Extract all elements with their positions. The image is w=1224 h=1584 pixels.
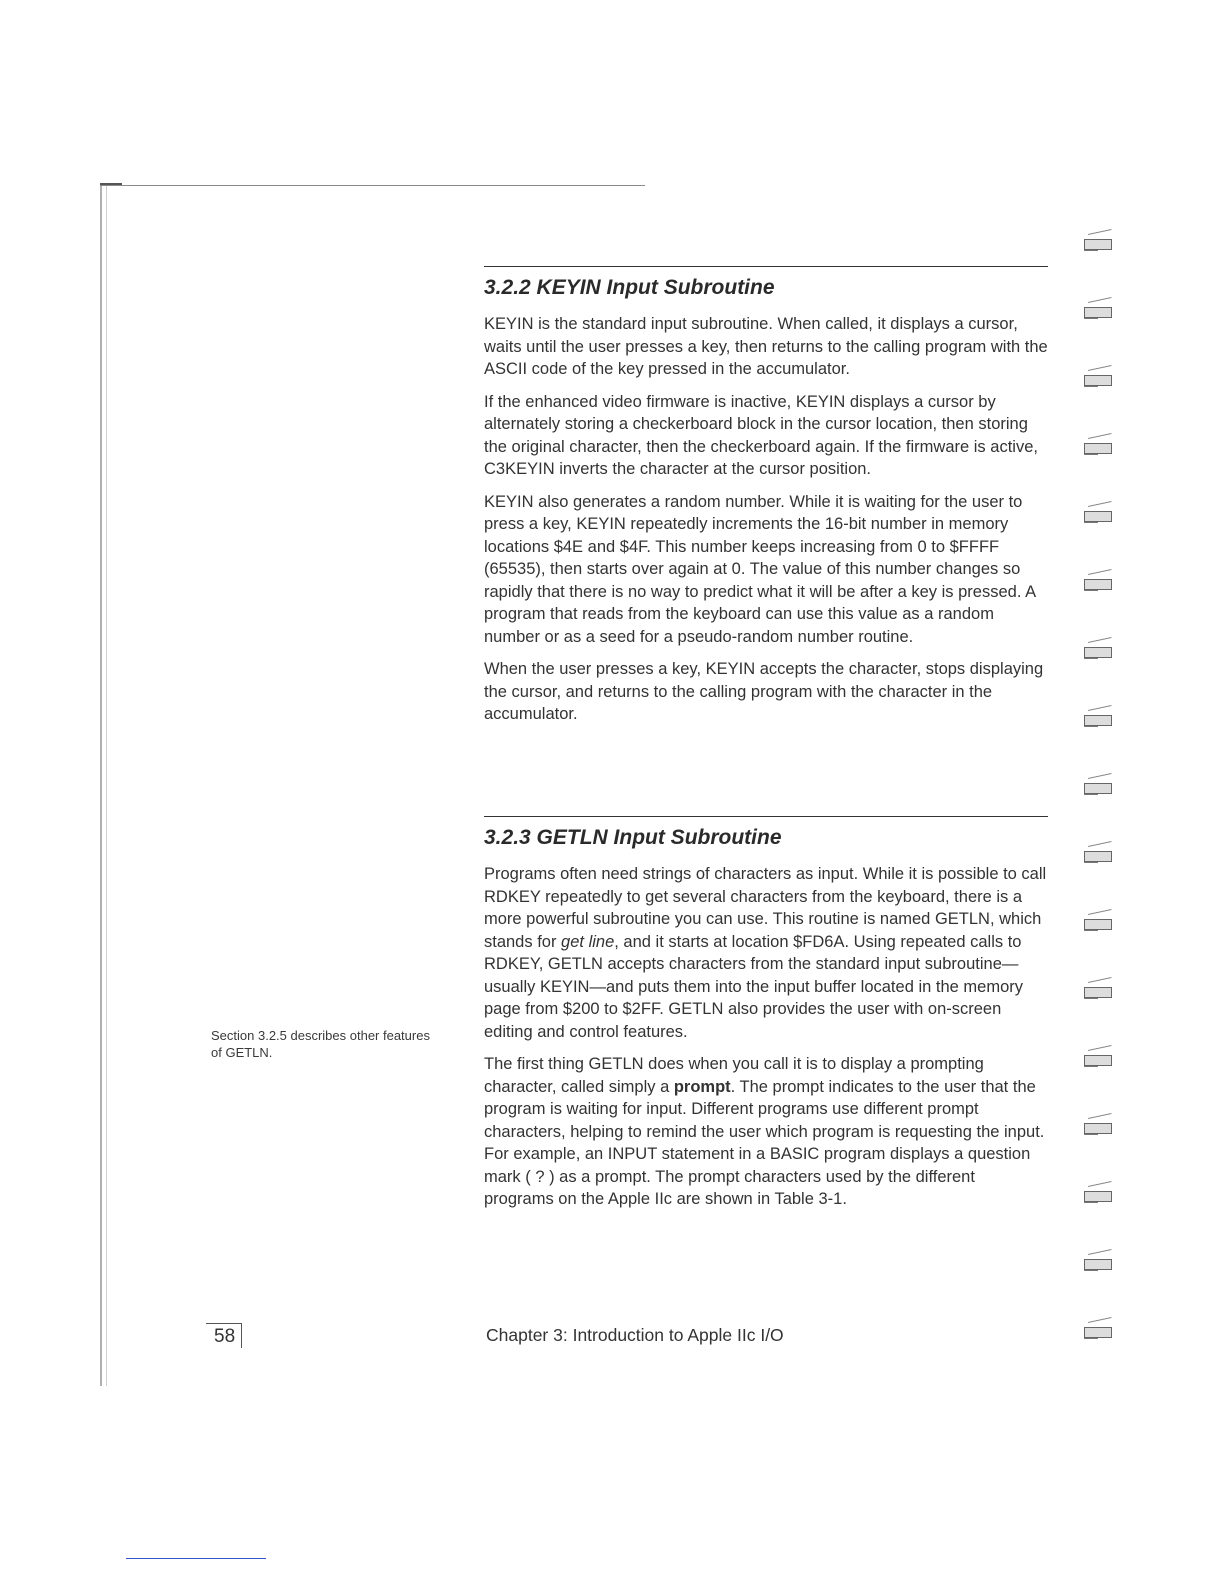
section-rule bbox=[484, 816, 1048, 817]
getln-paragraph-1 bbox=[484, 863, 1048, 1043]
binding-ring bbox=[1084, 1046, 1114, 1072]
section-heading-keyin: 3.2.2 KEYIN Input Subroutine bbox=[484, 276, 775, 299]
binding-ring bbox=[1084, 366, 1114, 392]
binding-ring bbox=[1084, 1318, 1114, 1344]
page-left-edge bbox=[100, 186, 102, 1386]
page-left-edge-shadow bbox=[106, 186, 107, 1386]
section-getln bbox=[484, 816, 1048, 1211]
keyin-paragraph-1: KEYIN is the standard input subroutine. When called, it displays a cursor, waits until the user presses a key, then returns to the calling program with the ASCII code of the key pressed in the accumulator. bbox=[484, 315, 1048, 378]
binding-ring bbox=[1084, 434, 1114, 460]
page-number: 58 bbox=[206, 1323, 242, 1348]
binding-ring bbox=[1084, 706, 1114, 732]
getln-paragraph-2 bbox=[484, 1053, 1048, 1211]
getln-paragraph-2-text-a: The first thing GETLN does when you call it is to display a prompting character, called simply a bbox=[484, 1055, 984, 1096]
keyin-paragraph-3: KEYIN also generates a random number. While it is waiting for the user to press a key, KEYIN repeatedly increments the 16-bit number in memory locations $4E and $4F. This number keeps increasing from 0 to $FFFF (65535), then starts over again at 0. The value of this number changes so rapidly that there is no way to predict what it will be after a key is pressed. A program that reads from the keyboard can use this value as a random number or as a seed for a pseudo-random number routine. bbox=[484, 492, 1036, 646]
binding-ring bbox=[1084, 570, 1114, 596]
binding-ring bbox=[1084, 638, 1114, 664]
getln-paragraph-1-text-b: , and it starts at location $FD6A. Using repeated calls to RDKEY, GETLN accepts characters from the standard input subroutine—usually KEYIN—and puts them into the input buffer located in the memory page from $200 to $2FF. GETLN also provides the user with on-screen editing and control features. bbox=[484, 932, 1023, 1041]
binding-ring bbox=[1084, 1182, 1114, 1208]
get-line-term: get line bbox=[561, 932, 615, 951]
keyin-paragraph-4: When the user presses a key, KEYIN accepts the character, stops displaying the cursor, and returns to the calling program with the character in the accumulator. bbox=[484, 660, 1044, 723]
binding-ring bbox=[1084, 910, 1114, 936]
prompt-term: prompt bbox=[673, 1077, 731, 1096]
binding-ring bbox=[1084, 502, 1114, 528]
binding-ring bbox=[1084, 1114, 1114, 1140]
binding-ring bbox=[1084, 1250, 1114, 1276]
binding-ring bbox=[1084, 230, 1114, 256]
binding-ring bbox=[1084, 978, 1114, 1004]
spiral-binding bbox=[1084, 230, 1118, 1390]
binding-ring bbox=[1084, 774, 1114, 800]
binding-ring bbox=[1084, 298, 1114, 324]
running-footer: Chapter 3: Introduction to Apple IIc I/O bbox=[486, 1325, 784, 1345]
getln-paragraph-2-text-b: . The prompt indicates to the user that the program is waiting for input. Different programs use different prompt characters, helping to remind the user which program is requesting the input. For example, an INPUT statement in a BASIC program displays a question mark ( ? ) as a prompt. The prompt characters used by the different programs on the Apple IIc are shown in Table 3-1. bbox=[484, 1077, 1045, 1208]
margin-note: Section 3.2.5 describes other features of GETLN. bbox=[211, 1028, 430, 1060]
keyin-paragraph-2: If the enhanced video firmware is inactive, KEYIN displays a cursor by alternately storing a checkerboard block in the cursor location, then storing the original character, then the checkerboard again. If the firmware is active, C3KEYIN inverts the character at the cursor position. bbox=[484, 392, 1038, 478]
getln-paragraph-1-text-a: Programs often need strings of characters as input. While it is possible to call RDKEY repeatedly to get several characters from the keyboard, there is a more powerful subroutine you can use. This routine is named GETLN, which stands for bbox=[484, 865, 1047, 951]
bottom-rule bbox=[126, 1558, 266, 1559]
binding-ring bbox=[1084, 842, 1114, 868]
section-keyin bbox=[484, 266, 1048, 726]
page-top-edge bbox=[100, 185, 645, 186]
section-heading-getln: 3.2.3 GETLN Input Subroutine bbox=[484, 826, 782, 849]
section-rule bbox=[484, 266, 1048, 267]
